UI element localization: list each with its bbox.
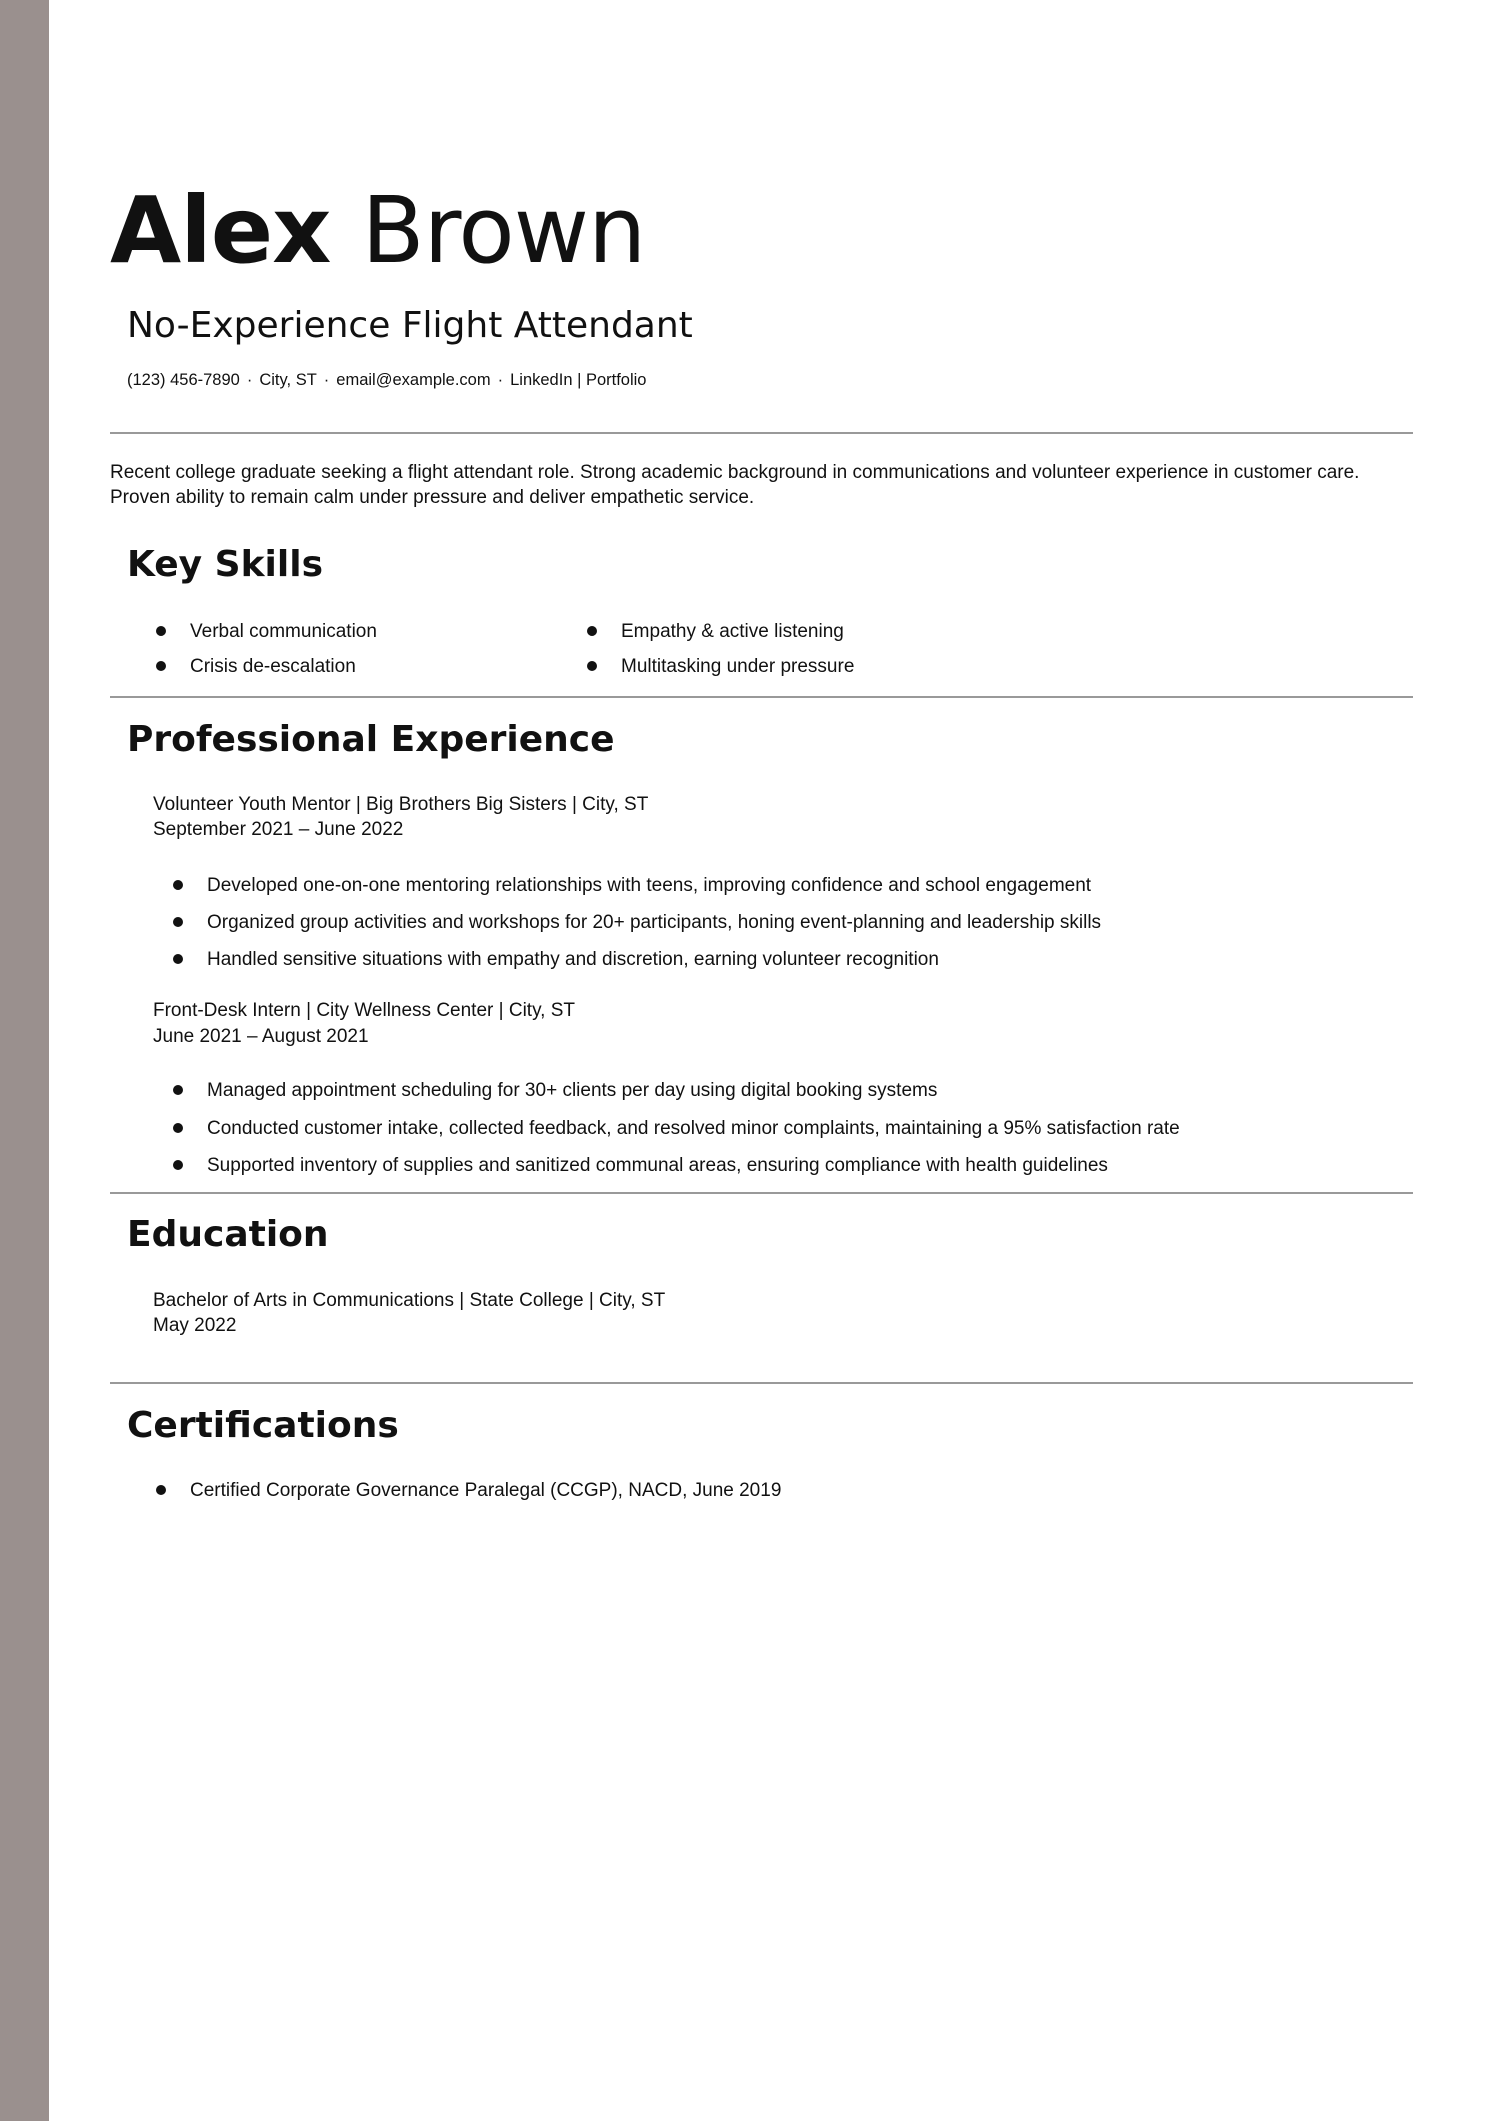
job-bullet xyxy=(207,910,1101,935)
skill-item xyxy=(190,619,377,644)
bullet-icon xyxy=(156,661,166,671)
job-bullet-text: Conducted customer intake, collected feedback, and resolved minor complaints, maintaining a 95% satisfaction rate xyxy=(207,1118,1180,1139)
sidebar-color-bar xyxy=(0,0,49,2121)
job-dates: September 2021 – June 2022 xyxy=(153,819,404,840)
skill-label: Verbal communication xyxy=(190,621,377,642)
job-bullet xyxy=(207,873,1091,898)
job-title: No-Experience Flight Attendant xyxy=(127,305,693,346)
bullet-icon xyxy=(156,1485,166,1495)
divider xyxy=(110,696,1413,698)
bullet-icon xyxy=(587,661,597,671)
bullet-icon xyxy=(173,1160,183,1170)
job-bullet xyxy=(207,1078,937,1103)
bullet-icon xyxy=(173,917,183,927)
job-bullet-text: Organized group activities and workshops for 20+ participants, honing event-planning and leadership skills xyxy=(207,912,1102,933)
contact-location: City, ST xyxy=(259,371,317,389)
contact-phone: (123) 456-7890 xyxy=(127,371,240,389)
certification-item xyxy=(190,1478,781,1503)
job-bullet xyxy=(207,1153,1108,1178)
job-role-line: Volunteer Youth Mentor | Big Brothers Big Sisters | City, ST xyxy=(153,794,649,815)
bullet-icon xyxy=(173,1123,183,1133)
skill-item xyxy=(621,654,854,679)
contact-links[interactable]: LinkedIn | Portfolio xyxy=(510,371,647,389)
divider xyxy=(110,1192,1413,1194)
job-bullet xyxy=(207,947,939,972)
job-bullet-text: Developed one-on-one mentoring relationships with teens, improving confidence and school engagement xyxy=(207,875,1092,896)
skills-heading: Key Skills xyxy=(127,544,323,585)
candidate-name xyxy=(110,176,645,286)
education-heading: Education xyxy=(127,1214,329,1255)
job-bullet-text: Managed appointment scheduling for 30+ clients per day using digital booking systems xyxy=(207,1080,938,1101)
bullet-icon xyxy=(173,954,183,964)
job-dates: June 2021 – August 2021 xyxy=(153,1026,369,1047)
contact-separator: · xyxy=(246,371,253,389)
degree-date: May 2022 xyxy=(153,1315,237,1336)
skill-label: Crisis de-escalation xyxy=(190,656,356,677)
first-name: Alex xyxy=(110,177,331,284)
divider xyxy=(110,432,1413,434)
skill-label: Empathy & active listening xyxy=(621,621,844,642)
certifications-heading: Certifications xyxy=(127,1405,399,1446)
last-name: Brown xyxy=(361,177,646,284)
bullet-icon xyxy=(173,880,183,890)
job-bullet-text: Supported inventory of supplies and sanitized communal areas, ensuring compliance with health guidelines xyxy=(207,1155,1108,1176)
skill-item xyxy=(190,654,356,679)
experience-heading: Professional Experience xyxy=(127,719,615,760)
skill-label: Multitasking under pressure xyxy=(621,656,855,677)
divider xyxy=(110,1382,1413,1384)
professional-summary: Recent college graduate seeking a flight attendant role. Strong academic background in communications and volunteer experience in customer care. Proven ability to remain calm under pressure and deliver empathetic service. xyxy=(110,462,1360,508)
contact-separator: · xyxy=(497,371,504,389)
bullet-icon xyxy=(173,1085,183,1095)
contact-line xyxy=(127,369,646,391)
job-bullet-text: Handled sensitive situations with empathy and discretion, earning volunteer recognition xyxy=(207,949,939,970)
job-bullet xyxy=(207,1116,1180,1141)
skill-item xyxy=(621,619,844,644)
bullet-icon xyxy=(156,626,166,636)
job-role-line: Front-Desk Intern | City Wellness Center | City, ST xyxy=(153,1000,575,1021)
bullet-icon xyxy=(587,626,597,636)
certification-text: Certified Corporate Governance Paralegal (CCGP), NACD, June 2019 xyxy=(190,1480,782,1501)
contact-email[interactable]: email@example.com xyxy=(336,371,491,389)
contact-separator: · xyxy=(323,371,330,389)
degree-line: Bachelor of Arts in Communications | State College | City, ST xyxy=(153,1290,666,1311)
